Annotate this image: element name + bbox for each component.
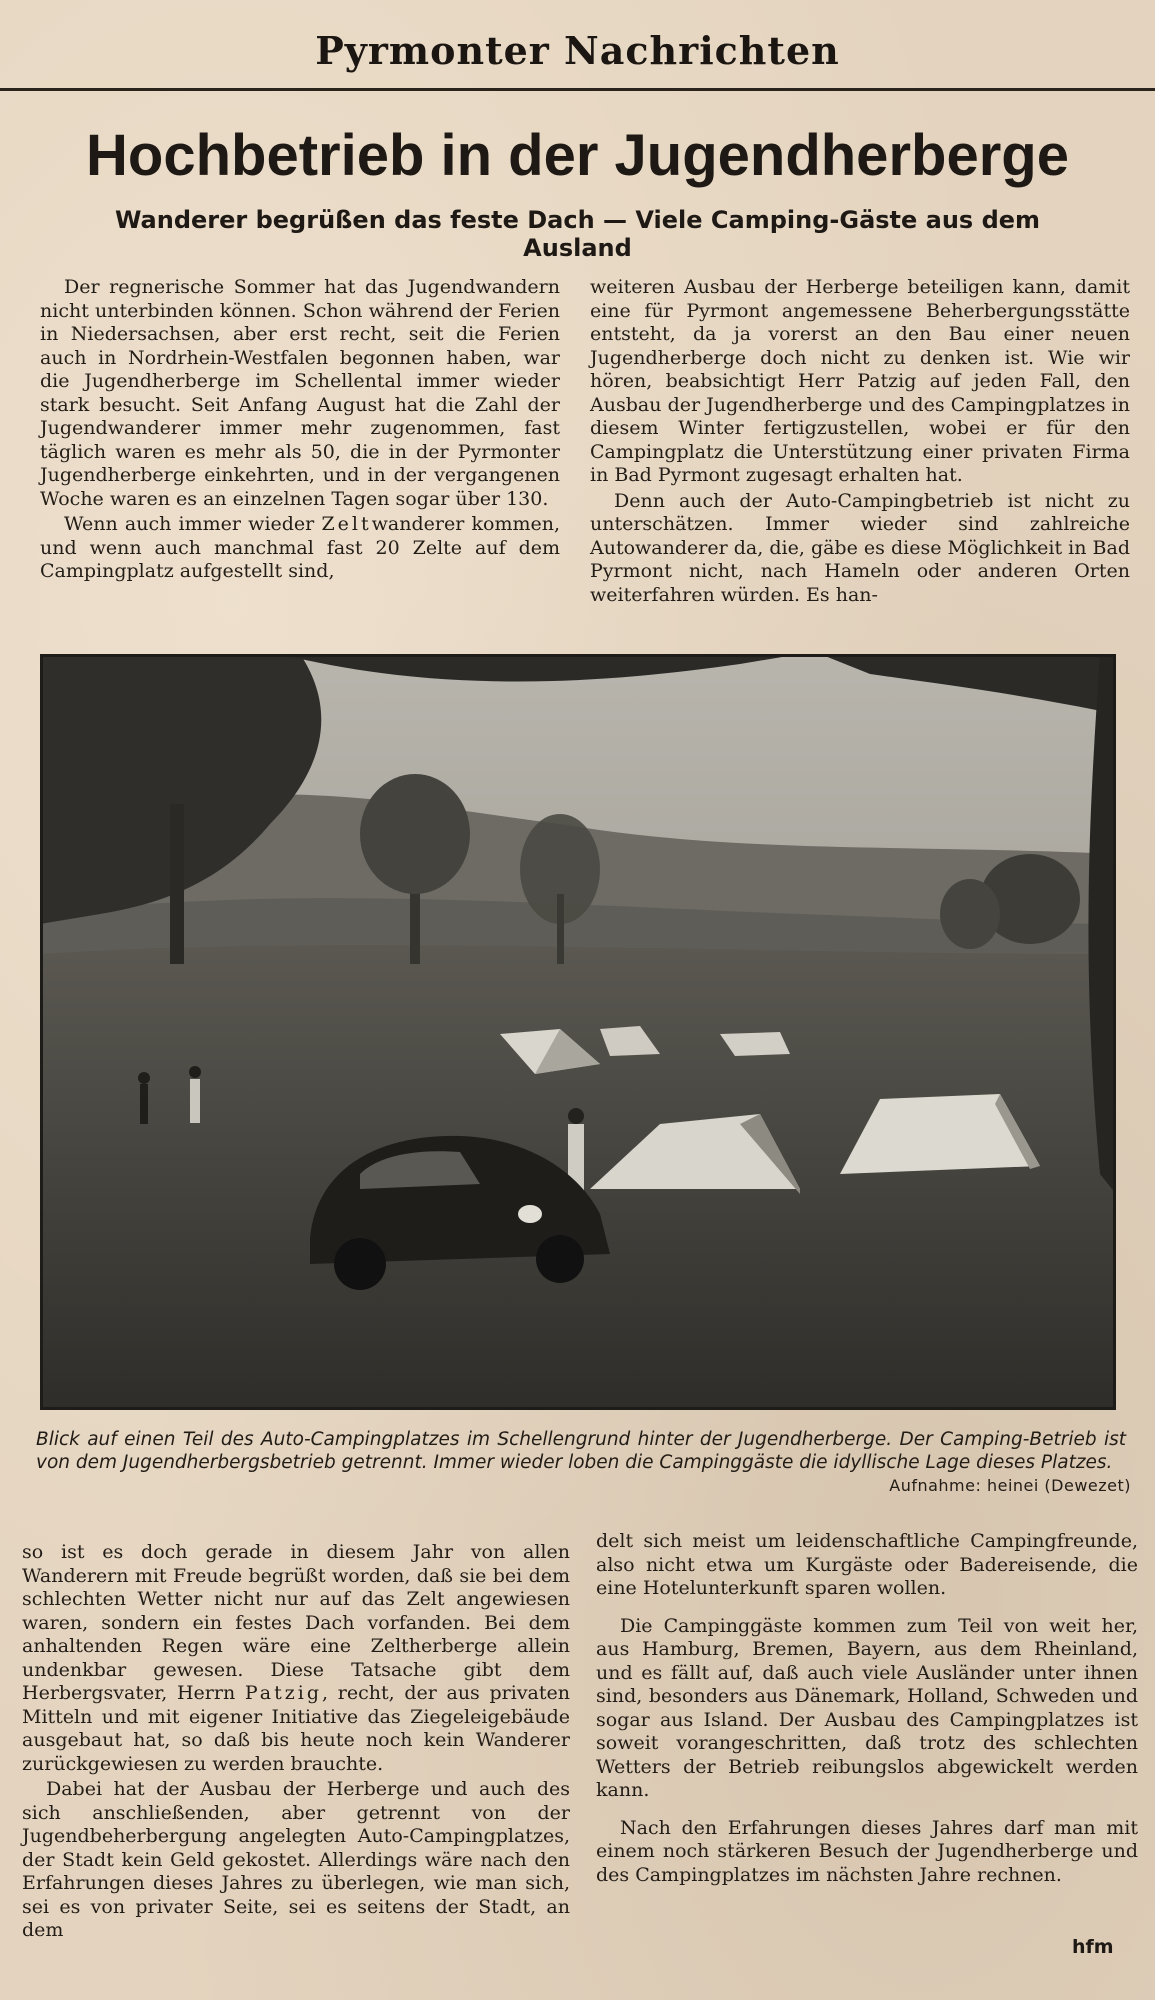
- article-column-2: [590, 276, 1130, 607]
- campsite-photo-illustration: [40, 654, 1116, 1410]
- article-column-4: [596, 1530, 1138, 1887]
- paragraph: weiteren Ausbau der Herberge beteiligen kann, damit eine für Pyrmont angemessene Beherbergungsstätte entsteht, da ja vorerst an den Bau einer neuen Jugendherberge doch nicht zu denken ist. Wie wir hören, beabsichtigt Herr Patzig auf jeden Fall, den Ausbau der Jugendherberge und des Campingplatzes in diesem Winter fertigzustellen, wobei er für den Campingplatz die Unterstützung einer privaten Firma in Bad Pyrmont zugesagt erhalten hat.: [590, 276, 1130, 486]
- author-signature: hfm: [1072, 1936, 1114, 1958]
- paragraph: Dabei hat der Ausbau der Herberge und auch des sich anschließenden, aber getrennt von der Jugendbeherbergung angelegten Auto-Campingplatzes, der Stadt kein Geld gekostet. Allerdings wäre nach den Erfahrungen dieses Jahres zu überlegen, wie man sich, sei es von privater Seite, sei es seitens der Stadt, an dem: [22, 1778, 570, 1941]
- article-column-1: [40, 276, 560, 584]
- article-column-3: [22, 1541, 570, 1943]
- masthead: Pyrmonter Nachrichten: [315, 28, 840, 73]
- paragraph: Nach den Erfahrungen dieses Jahres darf man mit einem noch stärkeren Besuch der Jugendherberge und des Campingplatzes im nächsten Jahre rechnen.: [596, 1816, 1138, 1886]
- spaced-word: Patzig: [244, 1682, 323, 1704]
- subheadline: Wanderer begrüßen das feste Dach — Viele Camping-Gäste aus dem Ausland: [114, 206, 1041, 262]
- photo-caption: Blick auf einen Teil des Auto-Campingplatzes im Schellengrund hinter der Jugendherberge. Der Camping-Betrieb ist von dem Jugendherbergsbetrieb getrennt. Immer wieder loben die Campinggäste die idyllische Lage dieses Platzes.: [36, 1429, 1126, 1473]
- paragraph: Denn auch der Auto-Campingbetrieb ist nicht zu unterschätzen. Immer wieder sind zahlreiche Autowanderer da, die, gäbe es diese Möglichkeit in Bad Pyrmont nicht, nach Hameln oder anderen Orten weiterfahren würden. Es han-: [590, 489, 1130, 606]
- headline: Hochbetrieb in der Jugendherberge: [86, 123, 1069, 188]
- text-run: wanderer kommen, und wenn auch manchmal fast 20 Zelte auf dem Campingplatz aufgestellt sind,: [40, 513, 560, 582]
- photo-credit: Aufnahme: heinei (Dewezet): [889, 1476, 1131, 1495]
- text-run: so ist es doch gerade in diesem Jahr von allen Wanderern mit Freude begrüßt worden, daß sie bei dem schlechten Wetter nicht nur auf das Zelt angewiesen waren, sondern ein festes Dach vorfanden. Bei dem anhaltenden Regen wäre eine Zeltherberge allein undenkbar gewesen. Diese Tatsache gibt dem Herbergsvater, Herrn: [22, 1541, 570, 1704]
- spaced-word: Zelt: [321, 513, 372, 535]
- campsite-photo: [40, 654, 1116, 1410]
- paragraph: [22, 1541, 570, 1776]
- masthead-rule: [0, 88, 1155, 91]
- paragraph: [40, 513, 560, 584]
- paragraph: Die Campinggäste kommen zum Teil von weit her, aus Hamburg, Bremen, Bayern, aus dem Rheinland, und es fällt auf, daß auch viele Ausländer unter ihnen sind, besonders aus Dänemark, Holland, Schweden und sogar aus Island. Der Ausbau des Campingplatzes ist soweit vorangeschritten, daß trotz des schlechten Wetters der Betrieb reibungslos abgewickelt werden kann.: [596, 1614, 1138, 1801]
- text-run: Wenn auch immer wieder: [64, 513, 322, 535]
- paragraph: delt sich meist um leidenschaftliche Campingfreunde, also nicht etwa um Kurgäste oder Badereisende, die eine Hotelunterkunft sparen wollen.: [596, 1530, 1138, 1599]
- paragraph: Der regnerische Sommer hat das Jugendwandern nicht unterbinden können. Schon während der Ferien in Niedersachsen, aber erst recht, seit die Ferien auch in Nordrhein-Westfalen begonnen haben, war die Jugendherberge im Schellental immer wieder stark besucht. Seit Anfang August hat die Zahl der Jugendwanderer immer mehr zugenommen, fast täglich waren es mehr als 50, die in der Pyrmonter Jugendherberge einkehrten, und in der vergangenen Woche waren es an einzelnen Tagen sogar über 130.: [40, 276, 560, 510]
- text-run: , recht, der aus privaten Mitteln und mit eigener Initiative das Ziegeleigebäude ausgebaut hat, so daß bis heute noch kein Wanderer zurückgewiesen zu werden brauchte.: [22, 1682, 570, 1775]
